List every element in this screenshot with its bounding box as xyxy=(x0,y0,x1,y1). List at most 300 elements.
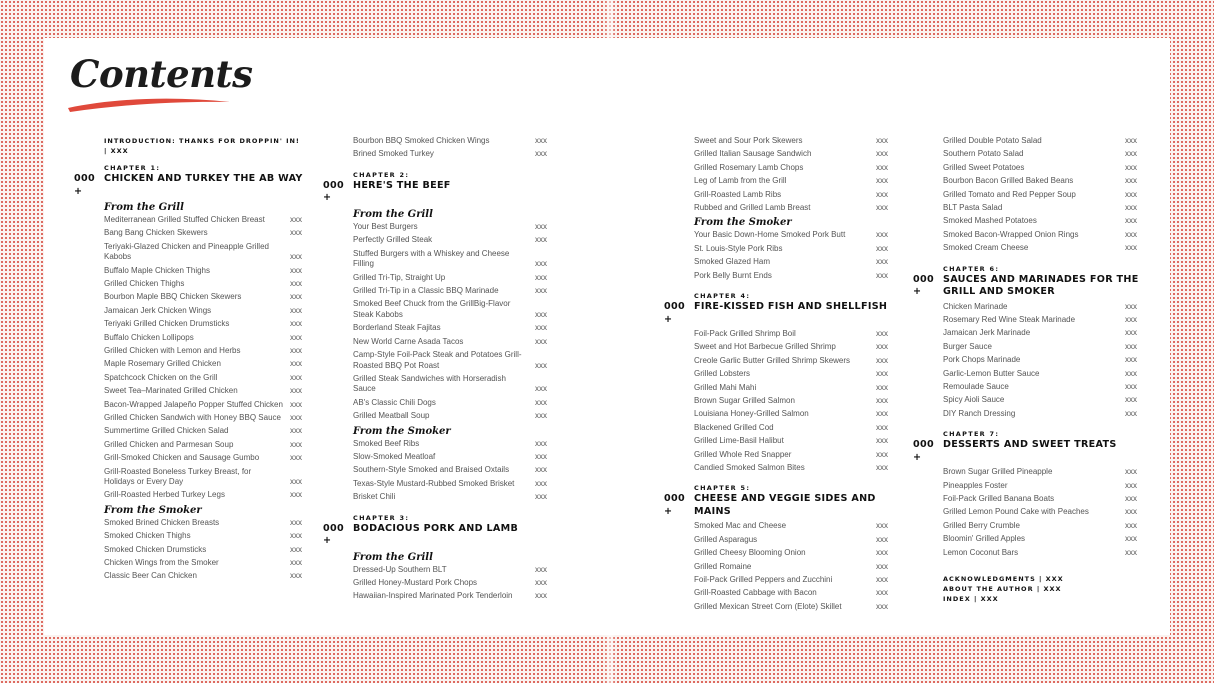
recipe-title: Jamaican Jerk Chicken Wings xyxy=(104,305,212,315)
recipe-title: Summertime Grilled Chicken Salad xyxy=(104,426,229,436)
toc-entry[interactable] xyxy=(913,230,1139,241)
page-number: xxx xyxy=(1125,534,1137,544)
recipe-title: Perfectly Grilled Steak xyxy=(353,235,433,245)
page-number: xxx xyxy=(535,259,547,269)
page-number: xxx xyxy=(290,359,302,369)
toc-entry[interactable] xyxy=(323,439,549,450)
recipe-title: Hawaiian-Inspired Marinated Pork Tenderloin xyxy=(353,591,513,601)
recipe-title: Rubbed and Grilled Lamb Breast xyxy=(694,202,811,212)
chapter-page-number: 000 + xyxy=(913,439,934,463)
back-matter-entry: ABOUT THE AUTHOR | XXX xyxy=(943,585,1062,594)
recipe-title: Brined Smoked Turkey xyxy=(353,149,434,159)
recipe-title: Brown Sugar Grilled Pineapple xyxy=(943,467,1053,477)
page-number: xxx xyxy=(535,578,547,588)
toc-entry[interactable] xyxy=(664,521,890,532)
toc-entry[interactable] xyxy=(323,337,549,348)
page-number: xxx xyxy=(290,305,302,315)
recipe-title: BLT Pasta Salad xyxy=(943,202,1003,212)
toc-entry[interactable] xyxy=(664,588,890,599)
recipe-title: Grilled Italian Sausage Sandwich xyxy=(694,149,812,159)
toc-entry[interactable] xyxy=(323,136,549,147)
recipe-title: Grilled Chicken with Lemon and Herbs xyxy=(104,346,241,356)
recipe-title: Grilled Sweet Potatoes xyxy=(943,162,1025,172)
page-number: xxx xyxy=(535,235,547,245)
toc-entry[interactable] xyxy=(664,423,890,434)
toc-entry[interactable] xyxy=(913,243,1139,254)
recipe-title: Camp-Style Foil-Pack Steak and Potatoes Grill-Roasted BBQ Pot Roast xyxy=(353,350,522,370)
recipe-title: Sweet Tea–Marinated Grilled Chicken xyxy=(104,386,238,396)
page-number: xxx xyxy=(876,243,888,253)
toc-entry[interactable] xyxy=(323,299,549,320)
recipe-title: Pineapples Foster xyxy=(943,480,1008,490)
page-number: xxx xyxy=(290,557,302,567)
page-number: xxx xyxy=(535,136,547,145)
toc-entry[interactable] xyxy=(664,562,890,573)
page-number: xxx xyxy=(1125,229,1137,239)
toc-entry[interactable] xyxy=(913,328,1139,339)
page-number: xxx xyxy=(1125,202,1137,212)
toc-entry[interactable] xyxy=(323,323,549,334)
toc-entry[interactable] xyxy=(913,355,1139,366)
page-number: xxx xyxy=(876,176,888,186)
toc-entry[interactable] xyxy=(913,409,1139,420)
recipe-title: Spicy Aioli Sauce xyxy=(943,395,1005,405)
toc-entry[interactable] xyxy=(74,333,304,344)
chapter-page-number: 000 + xyxy=(323,522,344,547)
toc-entry[interactable] xyxy=(323,350,549,371)
recipe-title: Smoked Chicken Drumsticks xyxy=(104,544,207,554)
page-number: xxx xyxy=(290,279,302,289)
page-number: xxx xyxy=(876,449,888,459)
recipe-title: Grilled Mexican Street Corn (Elote) Skillet xyxy=(694,601,842,611)
recipe-title: Foil-Pack Grilled Banana Boats xyxy=(943,494,1055,504)
section-subheading: From the Grill xyxy=(353,551,433,563)
chapter-number-label: CHAPTER 7: xyxy=(943,430,1000,439)
page-number: xxx xyxy=(876,462,888,472)
recipe-title: Your Best Burgers xyxy=(353,221,418,231)
page-number: xxx xyxy=(535,591,547,601)
toc-entry[interactable] xyxy=(323,249,549,270)
page-title: Contents xyxy=(70,52,253,96)
toc-entry[interactable] xyxy=(323,273,549,284)
recipe-title: Buffalo Chicken Lollipops xyxy=(104,332,194,342)
page-number: xxx xyxy=(1125,341,1137,351)
toc-entry[interactable] xyxy=(323,411,549,422)
toc-entry[interactable] xyxy=(664,450,890,461)
page-number: xxx xyxy=(876,382,888,392)
page-number: xxx xyxy=(1125,381,1137,391)
toc-entry[interactable] xyxy=(323,222,549,233)
toc-entry[interactable] xyxy=(323,591,549,602)
recipe-title: Smoked Chicken Thighs xyxy=(104,531,191,541)
toc-column-4 xyxy=(913,136,1139,604)
page-number: xxx xyxy=(876,436,888,446)
chapter-title-text: HERE'S THE BEEF xyxy=(353,179,451,191)
page-number: xxx xyxy=(535,478,547,488)
chapter-title-text: DESSERTS AND SWEET TREATS xyxy=(943,439,1117,451)
toc-entry[interactable] xyxy=(323,479,549,490)
chapter-number-label: CHAPTER 6: xyxy=(943,264,1000,273)
recipe-title: Maple Rosemary Grilled Chicken xyxy=(104,359,221,369)
recipe-title: Smoked Mac and Cheese xyxy=(694,521,787,531)
chapter-page-number: 000 + xyxy=(74,173,95,197)
page-number: xxx xyxy=(876,561,888,571)
toc-entry[interactable] xyxy=(664,176,890,187)
toc-entry[interactable] xyxy=(74,558,304,569)
page-number: xxx xyxy=(1125,408,1137,418)
chapter-page-number: 000 + xyxy=(913,273,934,298)
recipe-title: Candied Smoked Salmon Bites xyxy=(694,462,805,472)
toc-entry[interactable] xyxy=(323,578,549,589)
page-number: xxx xyxy=(876,230,888,240)
toc-entry[interactable] xyxy=(664,244,890,255)
recipe-title: Teriyaki-Glazed Chicken and Pineapple Grilled Kabobs xyxy=(104,241,269,262)
toc-column-3 xyxy=(664,136,890,615)
toc-entry[interactable] xyxy=(323,149,549,160)
page-number: xxx xyxy=(290,319,302,329)
toc-entry[interactable] xyxy=(664,575,890,586)
page-number: xxx xyxy=(290,215,302,224)
toc-entry[interactable] xyxy=(323,374,549,395)
chapter-title-text: BODACIOUS PORK AND LAMB xyxy=(353,522,519,534)
recipe-title: Your Basic Down-Home Smoked Pork Butt xyxy=(694,230,846,240)
chapter-title xyxy=(323,180,549,205)
toc-entry[interactable] xyxy=(323,452,549,463)
chapter-title xyxy=(664,493,890,518)
page-number: xxx xyxy=(290,386,302,396)
section-subheading: From the Smoker xyxy=(104,504,202,516)
page-number: xxx xyxy=(290,571,302,581)
chapter-number-label: CHAPTER 2: xyxy=(353,170,410,179)
page-number: xxx xyxy=(1125,176,1137,186)
toc-entry[interactable] xyxy=(913,507,1139,518)
page-number: xxx xyxy=(290,252,302,262)
recipe-title: Slow-Smoked Meatloaf xyxy=(353,451,436,461)
recipe-title: Grilled Romaine xyxy=(694,561,752,571)
toc-entry[interactable] xyxy=(74,571,304,582)
toc-entry[interactable] xyxy=(913,149,1139,160)
chapter-number-label: CHAPTER 1: xyxy=(104,164,161,172)
page-number: xxx xyxy=(876,395,888,405)
page-number: xxx xyxy=(1125,507,1137,517)
toc-entry[interactable] xyxy=(913,467,1139,478)
toc-entry[interactable] xyxy=(74,292,304,303)
recipe-title: Southern-Style Smoked and Braised Oxtails xyxy=(353,465,510,475)
recipe-title: Blackened Grilled Cod xyxy=(694,422,774,432)
toc-entry[interactable] xyxy=(74,531,304,542)
recipe-title: St. Louis-Style Pork Ribs xyxy=(694,243,783,253)
recipe-title: Rosemary Red Wine Steak Marinade xyxy=(943,315,1076,325)
page-number: xxx xyxy=(876,574,888,584)
recipe-title: New World Carne Asada Tacos xyxy=(353,336,464,346)
page-number: xxx xyxy=(535,309,547,319)
toc-entry[interactable] xyxy=(664,203,890,214)
page-number: xxx xyxy=(876,601,888,611)
toc-entry[interactable] xyxy=(913,342,1139,353)
recipe-title: Grilled Chicken Thighs xyxy=(104,279,185,289)
page-number: xxx xyxy=(876,149,888,159)
recipe-title: Southern Potato Salad xyxy=(943,149,1024,159)
recipe-title: Buffalo Maple Chicken Thighs xyxy=(104,265,210,275)
page-number: xxx xyxy=(290,531,302,541)
toc-entry[interactable] xyxy=(74,228,304,239)
recipe-title: Grilled Chicken and Parmesan Soup xyxy=(104,439,234,449)
chapter-title-text: SAUCES AND MARINADES FOR THE GRILL AND SMOKER xyxy=(943,273,1139,298)
recipe-title: Grilled Berry Crumble xyxy=(943,520,1020,530)
toc-entry[interactable] xyxy=(664,535,890,546)
chapter-title-text: FIRE-KISSED FISH AND SHELLFISH xyxy=(694,301,888,313)
toc-entry[interactable] xyxy=(323,235,549,246)
toc-entry[interactable] xyxy=(664,548,890,559)
toc-entry[interactable] xyxy=(74,242,304,263)
toc-entry[interactable] xyxy=(74,467,304,488)
recipe-title: Texas-Style Mustard-Rubbed Smoked Brisket xyxy=(353,478,515,488)
page-number: xxx xyxy=(876,257,888,267)
page-number: xxx xyxy=(290,412,302,422)
recipe-title: Leg of Lamb from the Grill xyxy=(694,176,787,186)
recipe-title: Grilled Tri-Tip in a Classic BBQ Marinade xyxy=(353,285,499,295)
recipe-title: Bourbon Bacon Grilled Baked Beans xyxy=(943,176,1074,186)
section-subheading: From the Grill xyxy=(353,208,433,220)
page-number: xxx xyxy=(876,136,888,145)
toc-entry[interactable] xyxy=(913,548,1139,559)
chapter-title xyxy=(913,439,1139,464)
page-number: xxx xyxy=(535,397,547,407)
page-number: xxx xyxy=(876,521,888,531)
toc-entry[interactable] xyxy=(913,382,1139,393)
toc-entry[interactable] xyxy=(323,465,549,476)
toc-entry[interactable] xyxy=(913,163,1139,174)
recipe-title: Teriyaki Grilled Chicken Drumsticks xyxy=(104,319,230,329)
recipe-title: Smoked Bacon-Wrapped Onion Rings xyxy=(943,229,1079,239)
toc-entry[interactable] xyxy=(913,494,1139,505)
front-matter-entry: INTRODUCTION: THANKS FOR DROPPIN' IN! | XXX xyxy=(104,137,300,155)
page-number: xxx xyxy=(535,438,547,448)
page-number: xxx xyxy=(290,453,302,463)
page-number: xxx xyxy=(290,439,302,449)
toc-entry[interactable] xyxy=(74,413,304,424)
recipe-title: Sweet and Sour Pork Skewers xyxy=(694,136,803,145)
recipe-title: Grilled Cheesy Blooming Onion xyxy=(694,548,806,558)
toc-entry[interactable] xyxy=(74,453,304,464)
toc-entry[interactable] xyxy=(323,398,549,409)
recipe-title: Stuffed Burgers with a Whiskey and Cheese Filling xyxy=(353,248,510,269)
toc-entry[interactable] xyxy=(74,400,304,411)
recipe-title: Grill-Smoked Chicken and Sausage Gumbo xyxy=(104,453,260,463)
toc-entry[interactable] xyxy=(74,266,304,277)
page-number: xxx xyxy=(535,336,547,346)
toc-entry[interactable] xyxy=(323,286,549,297)
page-number: xxx xyxy=(876,329,888,339)
toc-entry[interactable] xyxy=(74,346,304,357)
page-number: xxx xyxy=(1125,136,1137,145)
toc-entry[interactable] xyxy=(74,319,304,330)
recipe-title: Bang Bang Chicken Skewers xyxy=(104,228,208,238)
toc-entry[interactable] xyxy=(74,359,304,370)
back-matter-entry: INDEX | XXX xyxy=(943,595,999,604)
toc-column-2 xyxy=(323,136,549,605)
toc-entry[interactable] xyxy=(74,215,304,226)
recipe-title: Bloomin' Grilled Apples xyxy=(943,534,1026,544)
page-number: xxx xyxy=(876,422,888,432)
recipe-title: Bacon-Wrapped Jalapeño Popper Stuffed Chicken xyxy=(104,399,283,409)
toc-entry[interactable] xyxy=(74,518,304,529)
toc-entry[interactable] xyxy=(664,271,890,282)
recipe-title: Sweet and Hot Barbecue Grilled Shrimp xyxy=(694,342,836,352)
recipe-title: Classic Beer Can Chicken xyxy=(104,571,197,581)
toc-entry[interactable] xyxy=(74,373,304,384)
toc-entry[interactable] xyxy=(664,230,890,241)
recipe-title: Burger Sauce xyxy=(943,341,992,351)
toc-entry[interactable] xyxy=(664,149,890,160)
page-number: xxx xyxy=(535,564,547,574)
toc-entry[interactable] xyxy=(664,163,890,174)
page-number: xxx xyxy=(290,228,302,238)
recipe-title: Grill-Roasted Cabbage with Bacon xyxy=(694,588,817,598)
page-number: xxx xyxy=(1125,494,1137,504)
recipe-title: Lemon Coconut Bars xyxy=(943,547,1019,557)
recipe-title: Grilled Lobsters xyxy=(694,369,751,379)
toc-entry[interactable] xyxy=(913,481,1139,492)
recipe-title: Smoked Beef Ribs xyxy=(353,438,420,448)
toc-entry[interactable] xyxy=(913,176,1139,187)
toc-entry[interactable] xyxy=(913,534,1139,545)
toc-entry[interactable] xyxy=(664,257,890,268)
toc-entry[interactable] xyxy=(664,463,890,474)
recipe-title: Dressed-Up Southern BLT xyxy=(353,564,447,574)
chapter-title xyxy=(913,274,1139,299)
page-number: xxx xyxy=(535,384,547,394)
chapter-title-text: CHICKEN AND TURKEY THE AB WAY xyxy=(104,173,303,184)
page-number: xxx xyxy=(535,221,547,231)
recipe-title: Grilled Double Potato Salad xyxy=(943,136,1042,145)
toc-entry[interactable] xyxy=(74,440,304,451)
toc-entry[interactable] xyxy=(913,203,1139,214)
page-number: xxx xyxy=(290,292,302,302)
toc-entry[interactable] xyxy=(664,436,890,447)
toc-entry[interactable] xyxy=(913,395,1139,406)
page-number: xxx xyxy=(1125,368,1137,378)
page-number: xxx xyxy=(1125,162,1137,172)
chapter-title-text: CHEESE AND VEGGIE SIDES AND MAINS xyxy=(694,493,876,517)
toc-entry[interactable] xyxy=(74,545,304,556)
page-number: xxx xyxy=(290,490,302,500)
toc-entry[interactable] xyxy=(323,565,549,576)
recipe-title: Pork Belly Burnt Ends xyxy=(694,270,772,280)
toc-entry[interactable] xyxy=(664,342,890,353)
page-number: xxx xyxy=(290,426,302,436)
toc-entry[interactable] xyxy=(913,521,1139,532)
toc-entry[interactable] xyxy=(323,492,549,503)
page-number: xxx xyxy=(1125,301,1137,311)
chapter-number-label: CHAPTER 4: xyxy=(694,292,751,301)
page-number: xxx xyxy=(535,149,547,159)
back-matter-entry: ACKNOWLEDGMENTS | XXX xyxy=(943,575,1064,584)
recipe-title: Grilled Rosemary Lamb Chops xyxy=(694,162,804,172)
page-number: xxx xyxy=(1125,520,1137,530)
chapter-page-number: 000 + xyxy=(664,301,685,325)
page-number: xxx xyxy=(535,492,547,502)
recipe-title: Smoked Brined Chicken Breasts xyxy=(104,517,220,527)
toc-entry[interactable] xyxy=(664,383,890,394)
recipe-title: Louisiana Honey-Grilled Salmon xyxy=(694,409,809,419)
recipe-title: Grilled Meatball Soup xyxy=(353,411,430,421)
recipe-title: DIY Ranch Dressing xyxy=(943,408,1016,418)
page-number: xxx xyxy=(290,346,302,356)
page-number: xxx xyxy=(876,342,888,352)
recipe-title: Grilled Mahi Mahi xyxy=(694,382,757,392)
page-number: xxx xyxy=(876,548,888,558)
recipe-title: Grilled Tri-Tip, Straight Up xyxy=(353,272,446,282)
toc-entry[interactable] xyxy=(913,190,1139,201)
toc-entry[interactable] xyxy=(664,396,890,407)
page-number: xxx xyxy=(1125,395,1137,405)
recipe-title: Grilled Honey-Mustard Pork Chops xyxy=(353,578,478,588)
toc-entry[interactable] xyxy=(664,602,890,613)
toc-entry[interactable] xyxy=(913,315,1139,326)
recipe-title: Foil-Pack Grilled Peppers and Zucchini xyxy=(694,574,833,584)
toc-entry[interactable] xyxy=(664,409,890,420)
page-number: xxx xyxy=(290,477,302,487)
page-number: xxx xyxy=(1125,355,1137,365)
recipe-title: Foil-Pack Grilled Shrimp Boil xyxy=(694,329,796,339)
page-number: xxx xyxy=(876,355,888,365)
toc-entry[interactable] xyxy=(74,426,304,437)
recipe-title: Bourbon Maple BBQ Chicken Skewers xyxy=(104,292,242,302)
page-number: xxx xyxy=(876,369,888,379)
toc-entry[interactable] xyxy=(664,369,890,380)
chapter-number-label: CHAPTER 3: xyxy=(353,513,410,522)
page-number: xxx xyxy=(290,332,302,342)
toc-entry[interactable] xyxy=(913,369,1139,380)
toc-entry[interactable] xyxy=(664,356,890,367)
recipe-title: Chicken Marinade xyxy=(943,301,1008,311)
recipe-title: Grill-Roasted Lamb Ribs xyxy=(694,189,782,199)
page-number: xxx xyxy=(876,162,888,172)
recipe-title: Smoked Cream Cheese xyxy=(943,243,1029,253)
toc-entry[interactable] xyxy=(664,329,890,340)
recipe-title: Grilled Lemon Pound Cake with Peaches xyxy=(943,507,1089,517)
recipe-title: Grilled Lime-Basil Halibut xyxy=(694,436,784,446)
toc-entry[interactable] xyxy=(913,216,1139,227)
chapter-title xyxy=(323,523,549,548)
page-number: xxx xyxy=(1125,467,1137,477)
chapter-title xyxy=(74,173,304,198)
toc-entry[interactable] xyxy=(74,279,304,290)
page-number: xxx xyxy=(876,534,888,544)
toc-entry[interactable] xyxy=(664,136,890,147)
chapter-page-number: 000 + xyxy=(323,179,344,204)
toc-entry[interactable] xyxy=(74,386,304,397)
recipe-title: Jamaican Jerk Marinade xyxy=(943,328,1031,338)
page-number: xxx xyxy=(535,411,547,421)
section-subheading: From the Smoker xyxy=(694,217,792,229)
recipe-title: Grilled Chicken Sandwich with Honey BBQ Sauce xyxy=(104,412,281,422)
page-number: xxx xyxy=(876,270,888,280)
recipe-title: Pork Chops Marinade xyxy=(943,355,1021,365)
page-number: xxx xyxy=(876,409,888,419)
recipe-title: Garlic-Lemon Butter Sauce xyxy=(943,368,1040,378)
toc-entry[interactable] xyxy=(913,136,1139,147)
page-number: xxx xyxy=(290,399,302,409)
toc-entry[interactable] xyxy=(913,302,1139,313)
toc-entry[interactable] xyxy=(74,490,304,501)
toc-entry[interactable] xyxy=(664,190,890,201)
page-number: xxx xyxy=(535,285,547,295)
toc-entry[interactable] xyxy=(74,306,304,317)
page-number: xxx xyxy=(1125,315,1137,325)
page-number: xxx xyxy=(876,202,888,212)
